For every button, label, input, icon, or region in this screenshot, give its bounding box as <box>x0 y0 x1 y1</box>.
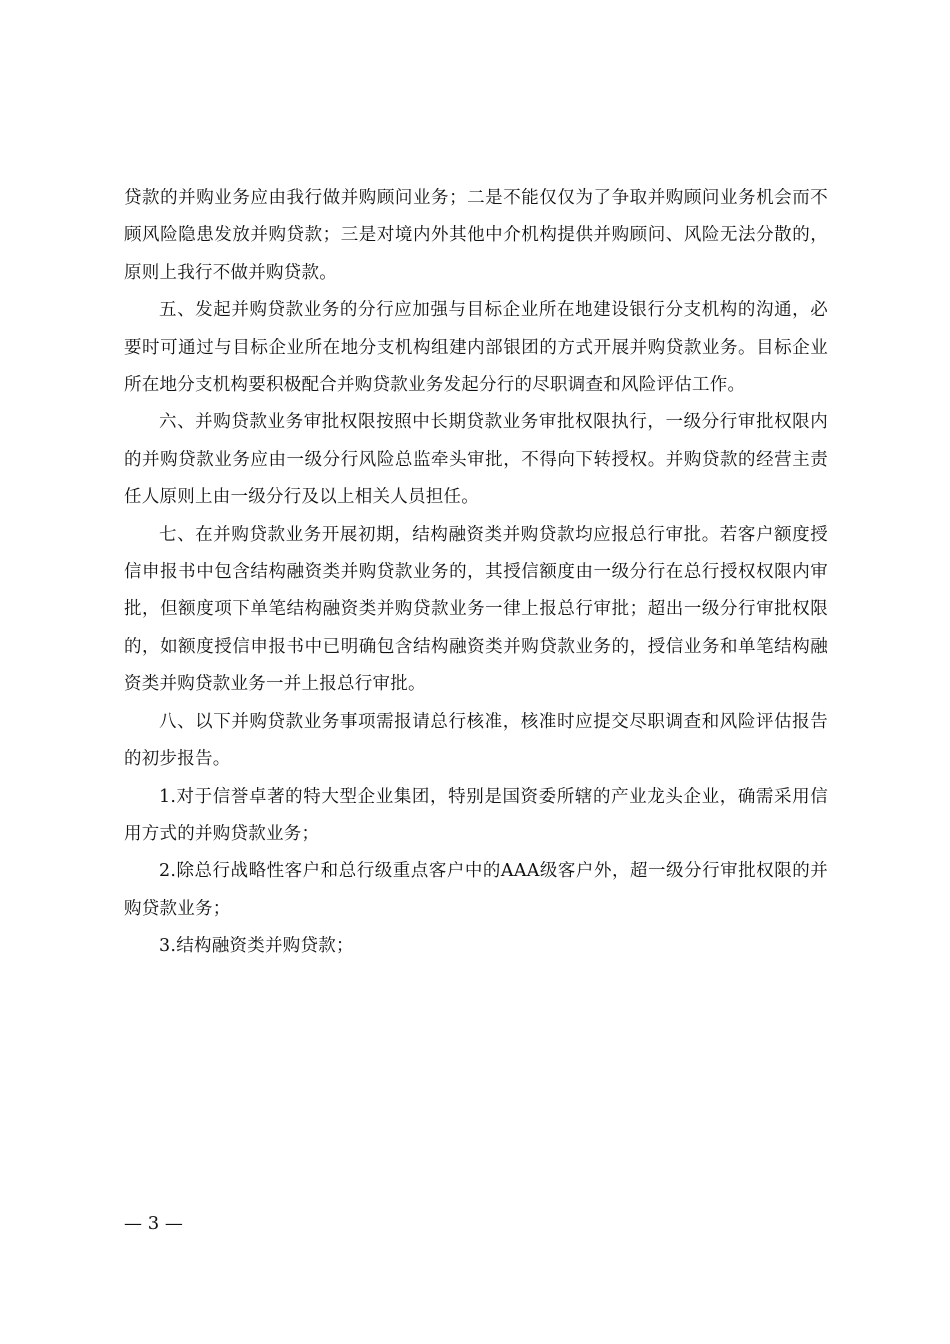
page-number: — 3 — <box>124 1213 183 1234</box>
paragraph-continuation: 贷款的并购业务应由我行做并购顾问业务；二是不能仅仅为了争取并购顾问业务机会而不顾风险隐患发放并购贷款；三是对境内外其他中介机构提供并购顾问、风险无法分散的，原则上我行不做并购贷款。 <box>124 188 828 283</box>
paragraph-item-8: 八、以下并购贷款业务事项需报请总行核准，核准时应提交尽职调查和风险评估报告的初步报告。 <box>124 711 828 770</box>
paragraph-subitem-2: 2.除总行战略性客户和总行级重点客户中的AAA级客户外，超一级分行审批权限的并购贷款业务； <box>124 861 828 919</box>
paragraph-item-7: 七、在并购贷款业务开展初期，结构融资类并购贷款均应报总行审批。若客户额度授信申报书中包含结构融资类并购贷款业务的，其授信额度由一级分行在总行授权权限内审批，但额度项下单笔结构融资类并购贷款业务一律上报总行审批；超出一级分行审批权限的，如额度授信申报书中已明确包含结构融资类并购贷款业务的，授信业务和单笔结构融资类并购贷款业务一并上报总行审批。 <box>124 524 828 695</box>
paragraph-item-5: 五、发起并购贷款业务的分行应加强与目标企业所在地建设银行分支机构的沟通，必要时可通过与目标企业所在地分支机构组建内部银团的方式开展并购贷款业务。目标企业所在地分支机构要积极配合并购贷款业务发起分行的尽职调查和风险评估工作。 <box>124 300 828 396</box>
paragraph-subitem-3: 3.结构融资类并购贷款； <box>159 936 354 957</box>
body-text <box>124 180 828 966</box>
paragraph-item-6: 六、并购贷款业务审批权限按照中长期贷款业务审批权限执行，一级分行审批权限内的并购贷款业务应由一级分行风险总监牵头审批，不得向下转授权。并购贷款的经营主责任人原则上由一级分行及以上相关人员担任。 <box>124 412 828 508</box>
paragraph-subitem-1: 1.对于信誉卓著的特大型企业集团，特别是国资委所辖的产业龙头企业，确需采用信用方式的并购贷款业务； <box>124 786 828 844</box>
